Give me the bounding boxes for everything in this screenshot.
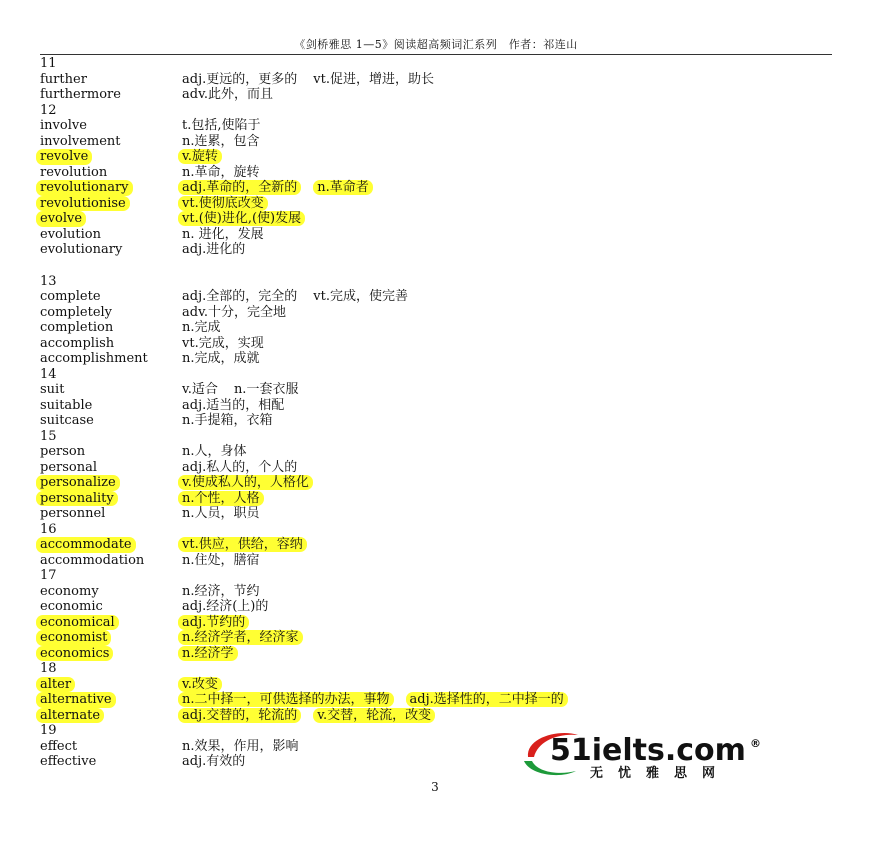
definition-part: n.革命者 <box>313 180 373 195</box>
vocab-definition <box>182 305 302 321</box>
definition-part: adv.此外，而且 <box>182 87 274 102</box>
vocab-definition <box>182 615 265 631</box>
vocab-definition <box>182 289 424 305</box>
definition-part: adj.革命的，全新的 <box>178 180 301 195</box>
definition-part: n.革命，旋转 <box>182 164 260 180</box>
vocab-word: evolution <box>40 226 101 242</box>
vocab-definition <box>182 180 389 196</box>
vocab-word: alternative <box>36 692 116 708</box>
vocab-entry <box>40 491 840 507</box>
definition-part: v.使成私人的，人格化 <box>178 475 313 490</box>
vocab-entry <box>40 196 840 212</box>
definition-part: adj.进化的 <box>182 242 246 257</box>
group-number <box>40 274 840 290</box>
definition-part: vt.完成，使完善 <box>313 289 408 304</box>
logo-text: 51ielts.com <box>550 733 746 768</box>
group-number-text: 18 <box>40 661 57 676</box>
vocab-word: suit <box>40 382 65 397</box>
definition-part: adj.更远的，更多的 <box>182 71 298 87</box>
vocab-definition <box>182 491 280 507</box>
vocab-definition <box>182 320 237 336</box>
vocab-definition <box>182 506 276 522</box>
vocabulary-list <box>40 56 840 770</box>
definition-part: adj.交替的，轮流的 <box>178 708 301 723</box>
definition-part: n.完成，成就 <box>182 351 260 366</box>
vocab-word: suitcase <box>40 413 94 428</box>
vocab-definition <box>182 165 276 181</box>
definition-part: vt.使彻底改变 <box>178 196 268 211</box>
group-number-text: 16 <box>40 521 57 537</box>
site-logo <box>520 727 770 779</box>
vocab-word: revolution <box>40 164 108 180</box>
group-number <box>40 103 840 119</box>
vocab-definition <box>182 336 280 352</box>
vocab-entry <box>40 553 840 569</box>
vocab-entry <box>40 118 840 134</box>
definition-part: adj.有效的 <box>182 754 246 769</box>
vocab-definition <box>182 196 284 212</box>
vocab-entry <box>40 382 840 398</box>
page-number: 3 <box>431 780 439 794</box>
vocab-entry <box>40 506 840 522</box>
definition-part: n.个性，人格 <box>178 491 264 506</box>
vocab-definition <box>182 630 319 646</box>
vocab-word: revolutionise <box>36 196 130 212</box>
group-number-text: 11 <box>40 56 57 71</box>
definition-part: vt.供应，供给，容纳 <box>178 537 307 552</box>
definition-part: adj.全部的，完全的 <box>182 289 298 304</box>
vocab-entry <box>40 336 840 352</box>
definition-part: v.改变 <box>178 677 222 692</box>
vocab-word: economist <box>36 630 111 646</box>
vocab-entry <box>40 584 840 600</box>
definition-part: n.经济，节约 <box>182 583 260 599</box>
definition-part: v.适合 <box>182 382 218 397</box>
vocab-entry <box>40 460 840 476</box>
vocab-word: personal <box>40 459 98 475</box>
definition-part: vt.(使)进化,(使)发展 <box>178 211 305 226</box>
vocab-word: person <box>40 444 86 459</box>
vocab-definition <box>182 444 263 460</box>
vocab-definition <box>182 537 323 553</box>
definition-part: adv.十分，完全地 <box>182 304 287 320</box>
definition-part: t.包括,使陷于 <box>182 118 261 133</box>
vocab-word: accomplishment <box>40 351 148 366</box>
vocab-entry <box>40 677 840 693</box>
vocab-definition <box>182 382 314 398</box>
vocab-entry <box>40 180 840 196</box>
definition-part: n.人员，职员 <box>182 506 260 521</box>
definition-part: vt.完成，实现 <box>182 335 264 351</box>
vocab-definition <box>182 677 238 693</box>
vocab-word: further <box>40 71 87 87</box>
vocab-entry <box>40 305 840 321</box>
vocab-word: effective <box>40 754 97 769</box>
group-number <box>40 367 840 383</box>
vocab-definition <box>182 646 254 662</box>
definition-part: adj.私人的，个人的 <box>182 459 298 475</box>
vocab-entry <box>40 537 840 553</box>
vocab-word: accommodate <box>36 537 136 553</box>
vocab-entry <box>40 599 840 615</box>
vocab-entry <box>40 646 840 662</box>
vocab-definition <box>182 413 289 429</box>
definition-part: adj.经济(上)的 <box>182 599 269 614</box>
definition-part: n.二中择一，可供选择的办法，事物 <box>178 692 394 707</box>
vocab-entry <box>40 708 840 724</box>
vocab-entry <box>40 398 840 414</box>
vocab-word: economical <box>36 615 119 631</box>
vocab-definition <box>182 227 280 243</box>
vocab-word: involvement <box>40 133 121 149</box>
vocab-definition <box>182 149 238 165</box>
definition-part: n.完成 <box>182 320 221 335</box>
definition-part: adj.选择性的，二中择一的 <box>406 692 568 707</box>
vocab-entry <box>40 351 840 367</box>
vocab-word: accommodation <box>40 552 145 568</box>
vocab-word: evolve <box>36 211 86 227</box>
definition-part: n.住处，膳宿 <box>182 552 260 568</box>
vocab-definition <box>182 398 300 414</box>
vocab-word: personality <box>36 491 118 507</box>
vocab-definition <box>182 72 450 88</box>
vocab-word: alternate <box>36 708 104 724</box>
vocab-entry <box>40 320 840 336</box>
vocab-definition <box>182 118 277 134</box>
definition-part: n.经济学者，经济家 <box>178 630 303 645</box>
vocab-word: revolutionary <box>36 180 133 196</box>
vocab-definition <box>182 87 289 103</box>
definition-part: n.经济学 <box>178 646 238 661</box>
vocab-definition <box>182 475 329 491</box>
vocab-word: involve <box>40 118 87 133</box>
group-number <box>40 429 840 445</box>
vocab-definition <box>182 460 313 476</box>
vocab-definition <box>182 351 276 367</box>
vocab-word: completely <box>40 304 113 320</box>
definition-part: n.一套衣服 <box>233 382 299 397</box>
vocab-entry <box>40 615 840 631</box>
vocab-definition <box>182 599 284 615</box>
page-header: 《剑桥雅思 1—5》阅读超高频词汇系列 作者：祁连山 <box>294 38 578 51</box>
definition-part: v.旋转 <box>178 149 222 164</box>
vocab-entry <box>40 692 840 708</box>
vocab-entry <box>40 72 840 88</box>
vocab-definition <box>182 754 261 770</box>
vocab-entry <box>40 444 840 460</box>
vocab-entry <box>40 242 840 258</box>
definition-part: n.连累，包含 <box>182 133 260 149</box>
vocab-word: economy <box>40 583 99 599</box>
vocab-word: furthermore <box>40 87 121 102</box>
vocab-definition <box>182 584 276 600</box>
blank-row <box>40 258 840 274</box>
vocab-word: accomplish <box>40 335 115 351</box>
vocab-definition <box>182 211 321 227</box>
vocab-entry <box>40 134 840 150</box>
group-number-text: 12 <box>40 102 57 118</box>
vocab-word: suitable <box>40 397 93 413</box>
vocab-word: completion <box>40 320 114 335</box>
group-number <box>40 56 840 72</box>
definition-part: adj.适当的，相配 <box>182 397 285 413</box>
definition-part: n. 进化，发展 <box>182 226 264 242</box>
vocab-word: revolve <box>36 149 92 165</box>
vocab-entry <box>40 87 840 103</box>
group-number-text: 15 <box>40 428 57 444</box>
vocab-word: alter <box>36 677 75 693</box>
vocab-definition <box>182 242 261 258</box>
vocab-word: evolutionary <box>40 242 123 257</box>
definition-part: n.效果，作用，影响 <box>182 738 299 754</box>
vocab-entry <box>40 165 840 181</box>
vocab-definition <box>182 553 276 569</box>
vocab-definition <box>182 134 276 150</box>
definition-part: n.人，身体 <box>182 444 247 459</box>
group-number <box>40 522 840 538</box>
vocab-word: personalize <box>36 475 120 491</box>
vocab-definition <box>182 739 315 755</box>
group-number-text: 14 <box>40 366 57 382</box>
vocab-entry <box>40 289 840 305</box>
vocab-word: economic <box>40 599 103 614</box>
definition-part: n.手提箱，衣箱 <box>182 413 273 428</box>
definition-part: adj.节约的 <box>178 615 249 630</box>
vocab-entry <box>40 149 840 165</box>
group-number-text: 13 <box>40 273 57 289</box>
vocab-definition <box>182 708 451 724</box>
vocab-word: complete <box>40 289 101 304</box>
vocab-entry <box>40 475 840 491</box>
vocab-definition <box>182 692 584 708</box>
definition-part: v.交替，轮流，改变 <box>313 708 435 723</box>
group-number-text: 19 <box>40 723 57 738</box>
vocab-entry <box>40 413 840 429</box>
group-number <box>40 661 840 677</box>
definition-part: vt.促进，增进，助长 <box>313 71 434 87</box>
vocab-entry <box>40 211 840 227</box>
logo-subtitle: 无忧雅思网 <box>590 766 731 781</box>
vocab-entry <box>40 227 840 243</box>
header-divider <box>40 54 832 55</box>
vocab-word: effect <box>40 738 78 754</box>
group-number <box>40 568 840 584</box>
vocab-word: personnel <box>40 506 106 521</box>
registered-mark: ® <box>750 737 761 750</box>
vocab-entry <box>40 630 840 646</box>
vocab-word: economics <box>36 646 113 662</box>
group-number-text: 17 <box>40 568 57 583</box>
